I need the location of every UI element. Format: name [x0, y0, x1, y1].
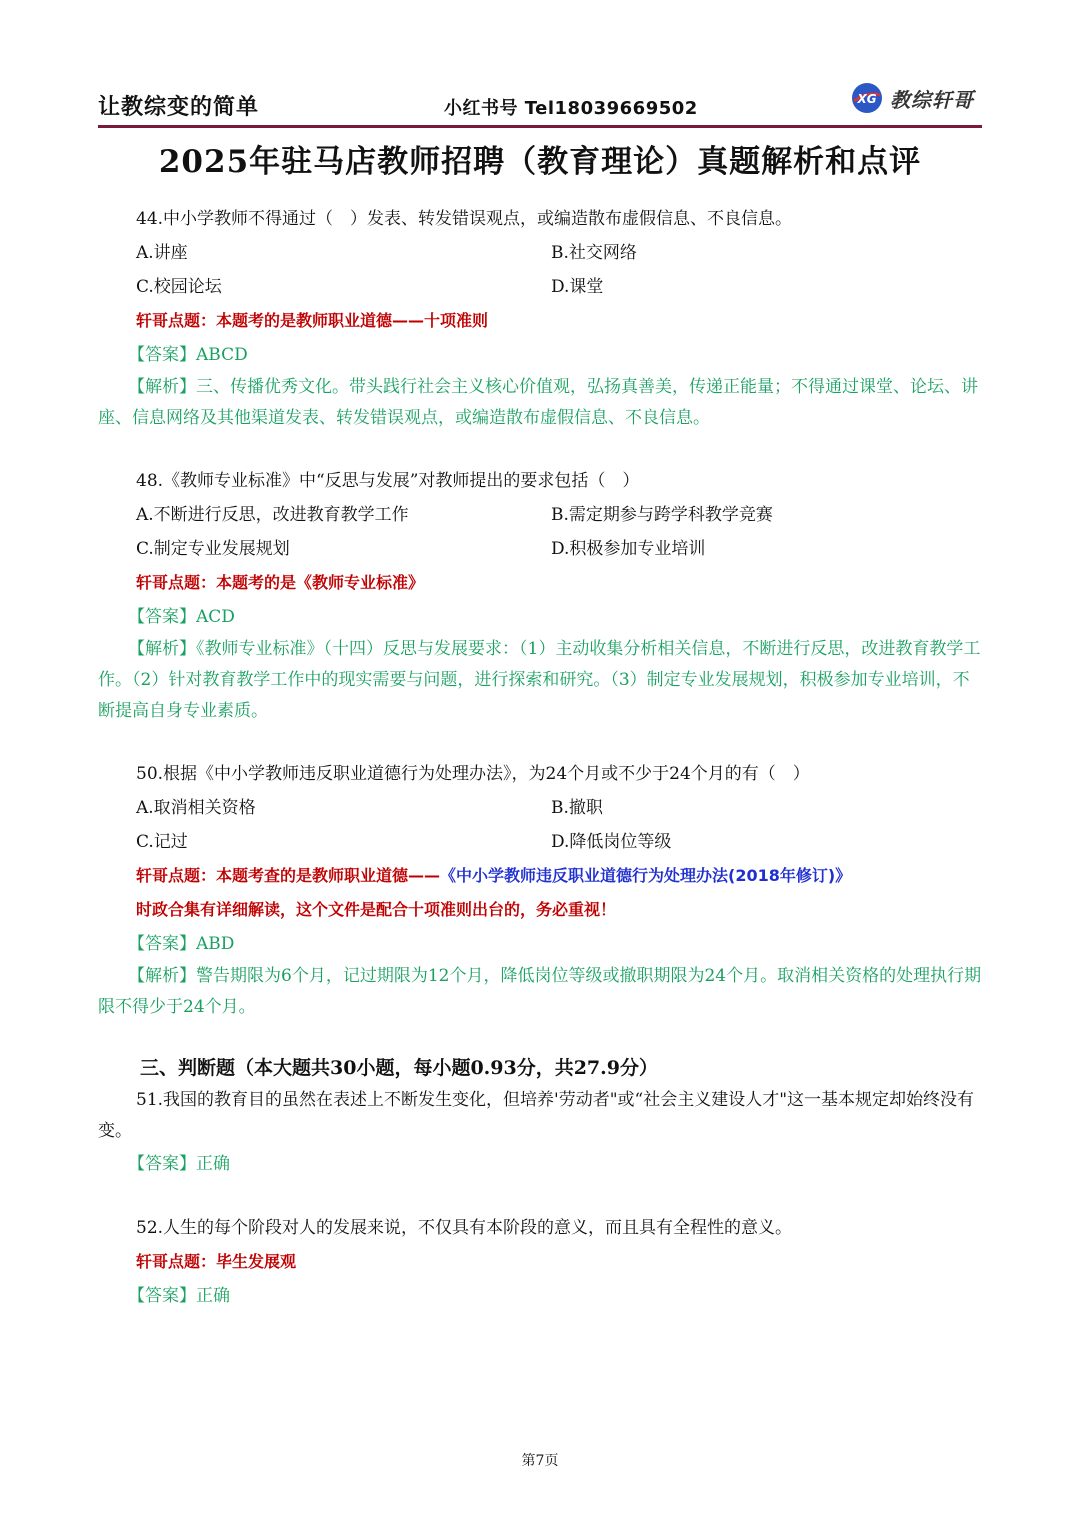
question-51	[98, 1085, 982, 1181]
answer: 【答案】正确	[128, 1286, 230, 1306]
option-row	[98, 825, 982, 859]
option-d: D.课堂	[551, 277, 604, 297]
brand-logo	[850, 80, 974, 116]
question-52	[98, 1211, 982, 1313]
logo-globe-icon	[850, 81, 884, 115]
analysis: 【解析】警告期限为6个月，记过期限为12个月，降低岗位等级或撤职期限为24个月。取消相关资格的处理执行期限不得少于24个月。	[98, 966, 982, 1017]
question-50	[98, 757, 982, 1023]
answer: 【答案】正确	[128, 1154, 230, 1174]
option-row	[98, 532, 982, 566]
teacher-comment	[98, 859, 982, 893]
comment-label: 轩哥点题：本题考的是	[136, 311, 297, 330]
analysis: 【解析】《教师专业标准》（十四）反思与发展要求：（1）主动收集分析相关信息，不断进行反思，改进教育教学工作。（2）针对教育教学工作中的现实需要与问题，进行探索和研究。（3）制定专业发展规划，积极参加专业培训，不断提高自身专业素质。	[98, 639, 981, 721]
option-a: A.讲座	[136, 243, 188, 263]
document-body	[98, 202, 982, 1313]
option-c: C.记过	[136, 832, 188, 852]
page-header	[98, 78, 982, 124]
comment-topic: 《中小学教师违反职业道德行为处理办法(2018年修订)》	[440, 866, 852, 885]
question-stem: 51.我国的教育目的虽然在表述上不断发生变化，但培养'劳动者"或“社会主义建设人才"这一基本规定却始终没有变。	[98, 1090, 975, 1141]
option-b: B.社交网络	[551, 243, 637, 263]
answer: 【答案】ACD	[128, 607, 235, 627]
answer: 【答案】ABD	[128, 934, 235, 954]
page-number: 第7页	[521, 1453, 559, 1469]
option-d: D.降低岗位等级	[551, 832, 672, 852]
comment-note: 时政合集有详细解读，这个文件是配合十项准则出台的，务必重视！	[136, 900, 617, 919]
question-44	[98, 202, 982, 434]
question-48	[98, 464, 982, 727]
question-stem: 52.人生的每个阶段对人的发展来说，不仅具有本阶段的意义，而且具有全程性的意义。	[136, 1218, 793, 1238]
option-row	[98, 498, 982, 532]
comment-label: 轩哥点题：	[136, 1252, 217, 1271]
header-slogan: 让教综变的简单	[98, 95, 260, 120]
option-b: B.撤职	[551, 798, 603, 818]
header-contact: 小红书号 Tel18039669502	[444, 98, 698, 119]
teacher-comment	[98, 1245, 982, 1279]
logo-mark-text: XG	[857, 92, 877, 106]
option-b: B.需定期参与跨学科教学竞赛	[551, 505, 773, 525]
question-stem: 50.根据《中小学教师违反职业道德行为处理办法》，为24个月或不少于24个月的有（ ）	[136, 764, 810, 784]
page-title: 2025年驻马店教师招聘（教育理论）真题解析和点评	[158, 144, 922, 180]
comment-topic: 《教师专业标准》	[296, 573, 425, 592]
teacher-comment	[98, 304, 982, 338]
comment-topic: 教师职业道德——十项准则	[296, 311, 489, 330]
comment-label: 轩哥点题：本题考的是	[136, 573, 297, 592]
question-stem: 48.《教师专业标准》中“反思与发展”对教师提出的要求包括（ ）	[136, 471, 640, 491]
option-row	[98, 236, 982, 270]
logo-text: 教综轩哥	[890, 87, 974, 112]
answer: 【答案】ABCD	[128, 345, 248, 365]
option-row	[98, 270, 982, 304]
option-c: C.校园论坛	[136, 277, 222, 297]
comment-label: 轩哥点题：本题考查的是教师职业道德——	[136, 866, 441, 885]
option-a: A.不断进行反思，改进教育教学工作	[136, 505, 409, 525]
header-divider	[98, 125, 982, 128]
option-a: A.取消相关资格	[136, 798, 256, 818]
option-c: C.制定专业发展规划	[136, 539, 290, 559]
comment-topic: 毕生发展观	[216, 1252, 297, 1271]
option-row	[98, 791, 982, 825]
analysis: 【解析】三、传播优秀文化。带头践行社会主义核心价值观，弘扬真善美，传递正能量；不得通过课堂、论坛、讲座、信息网络及其他渠道发表、转发错误观点，或编造散布虚假信息、不良信息。	[98, 377, 978, 428]
teacher-comment	[98, 566, 982, 600]
section-heading: 三、判断题（本大题共30小题，每小题0.93分，共27.9分）	[140, 1057, 658, 1079]
question-stem: 44.中小学教师不得通过（ ）发表、转发错误观点，或编造散布虚假信息、不良信息。	[136, 209, 793, 229]
option-d: D.积极参加专业培训	[551, 539, 706, 559]
